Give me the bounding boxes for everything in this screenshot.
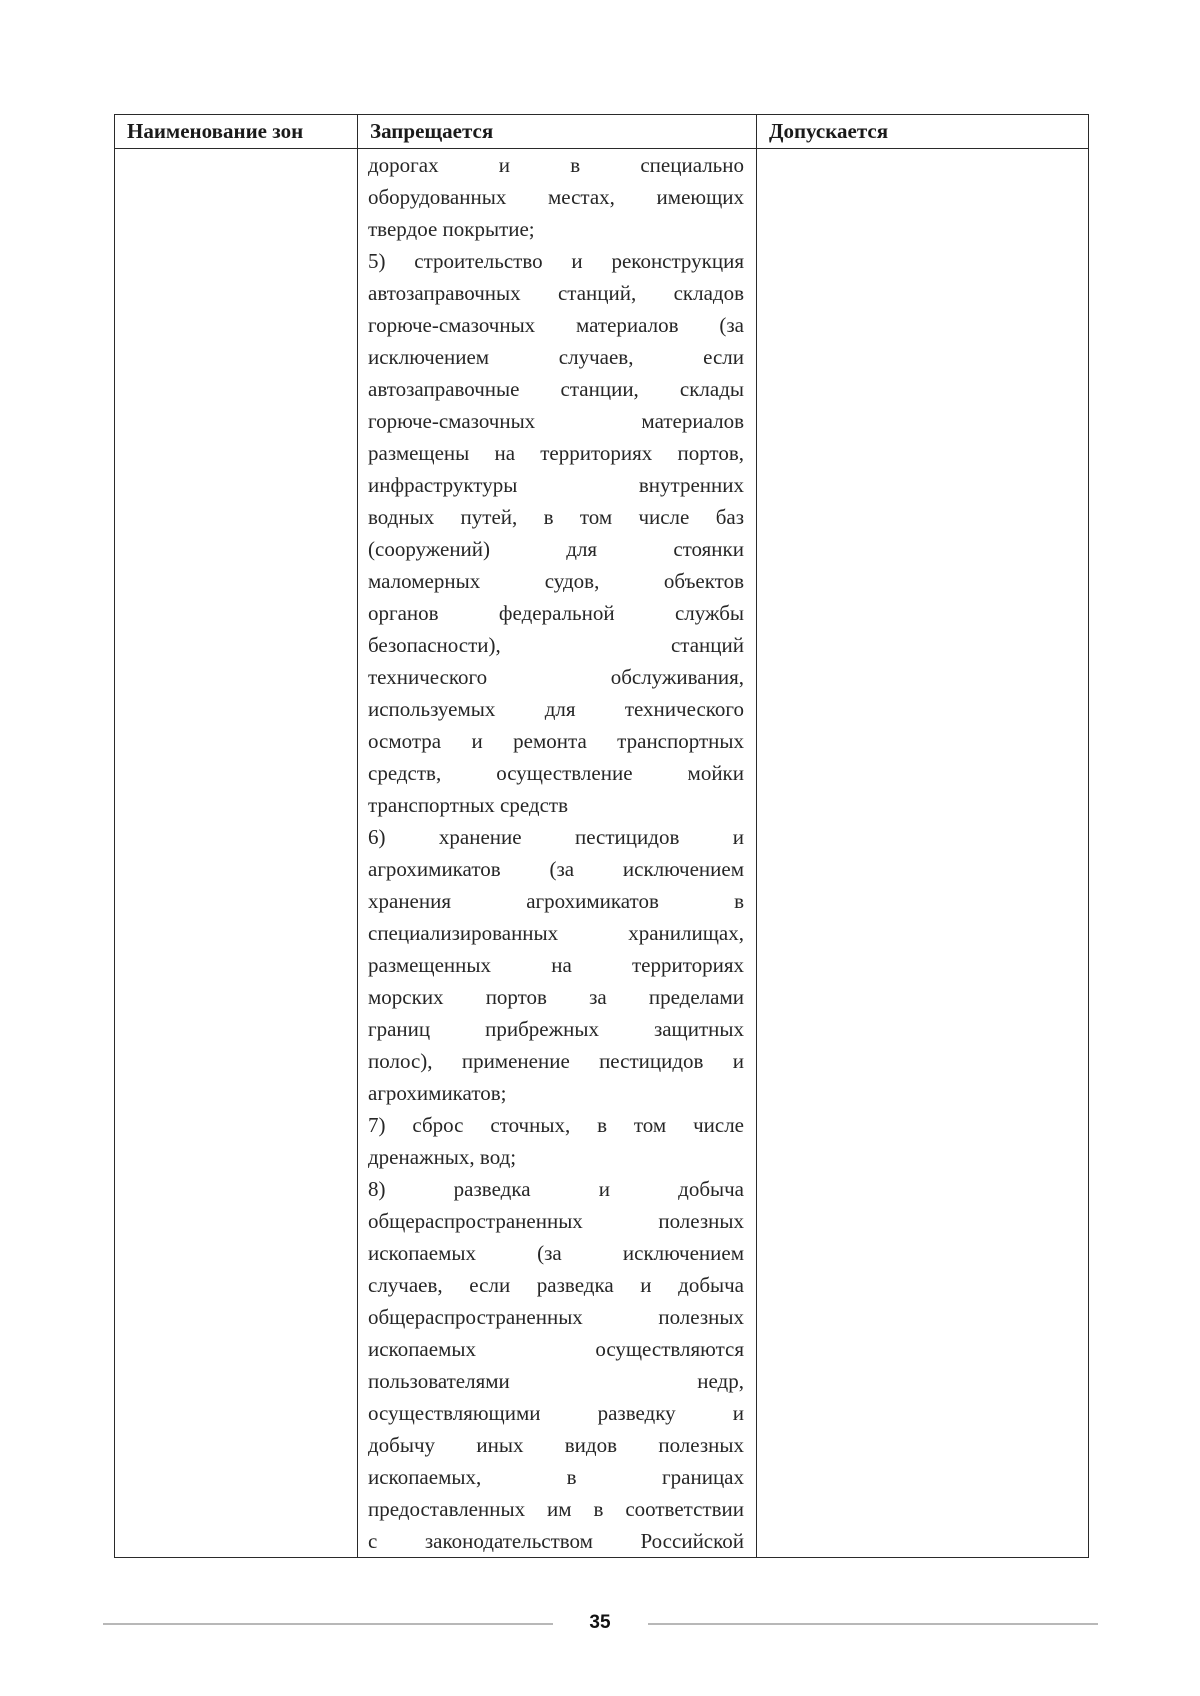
text-line: с законодательством Российской [368, 1529, 744, 1553]
text-line: оборудованных местах, имеющих [368, 185, 744, 209]
text-line: специализированных хранилищах, [368, 921, 744, 945]
text-line: общераспространенных полезных [368, 1209, 744, 1233]
text-line: горюче-смазочных материалов (за [368, 313, 744, 337]
header-permitted: Допускается [757, 115, 1089, 149]
text-line: органов федеральной службы [368, 601, 744, 625]
text-line: транспортных средств [368, 793, 569, 817]
text-line: агрохимикатов (за исключением [368, 857, 744, 881]
text-line: морских портов за пределами [368, 985, 744, 1009]
footer-rule-right [648, 1623, 1098, 1625]
text-line: полос), применение пестицидов и [368, 1049, 744, 1073]
text-line: используемых для технического [368, 697, 744, 721]
prohibited-text [368, 149, 744, 1557]
text-line: ископаемых осуществляются [368, 1337, 744, 1361]
permitted-cell [757, 149, 1089, 1558]
text-line: 7) сброс сточных, в том числе [368, 1113, 744, 1137]
text-line: дренажных, вод; [368, 1145, 517, 1169]
table-row [115, 149, 1089, 1558]
page-footer [0, 1608, 1200, 1638]
text-line: водных путей, в том числе баз [368, 505, 744, 529]
text-line: технического обслуживания, [368, 665, 744, 689]
text-line: автозаправочные станции, склады [368, 377, 744, 401]
text-line: 8) разведка и добыча [368, 1177, 744, 1201]
text-line: хранения агрохимикатов в [368, 889, 744, 913]
text-line: (сооружений) для стоянки [368, 537, 744, 561]
text-line: осуществляющими разведку и [368, 1401, 744, 1425]
text-line: добычу иных видов полезных [368, 1433, 744, 1457]
text-line: 6) хранение пестицидов и [368, 825, 744, 849]
header-prohibited: Запрещается [358, 115, 757, 149]
text-line: пользователями недр, [368, 1369, 744, 1393]
text-line: ископаемых (за исключением [368, 1241, 744, 1265]
text-line: маломерных судов, объектов [368, 569, 744, 593]
text-line: средств, осуществление мойки [368, 761, 744, 785]
table-header-row [115, 115, 1089, 149]
text-line: автозаправочных станций, складов [368, 281, 744, 305]
text-line: случаев, если разведка и добыча [368, 1273, 744, 1297]
zones-table [114, 114, 1089, 1558]
text-line: агрохимикатов; [368, 1081, 507, 1105]
prohibited-cell [358, 149, 757, 1558]
text-line: безопасности), станций [368, 633, 744, 657]
text-line: общераспространенных полезных [368, 1305, 744, 1329]
header-zone-name: Наименование зон [115, 115, 358, 149]
zone-name-cell [115, 149, 358, 1558]
text-line: размещены на территориях портов, [368, 441, 744, 465]
text-line: ископаемых, в границах [368, 1465, 744, 1489]
text-line: предоставленных им в соответствии [368, 1497, 744, 1521]
text-line: инфраструктуры внутренних [368, 473, 744, 497]
text-line: исключением случаев, если [368, 345, 744, 369]
text-line: горюче-смазочных материалов [368, 409, 744, 433]
text-line: осмотра и ремонта транспортных [368, 729, 744, 753]
text-line: твердое покрытие; [368, 217, 535, 241]
page-number: 35 [589, 1612, 611, 1633]
text-line: дорогах и в специально [368, 153, 744, 177]
text-line: 5) строительство и реконструкция [368, 249, 744, 273]
text-line: границ прибрежных защитных [368, 1017, 744, 1041]
text-line: размещенных на территориях [368, 953, 744, 977]
footer-rule-left [103, 1623, 553, 1625]
